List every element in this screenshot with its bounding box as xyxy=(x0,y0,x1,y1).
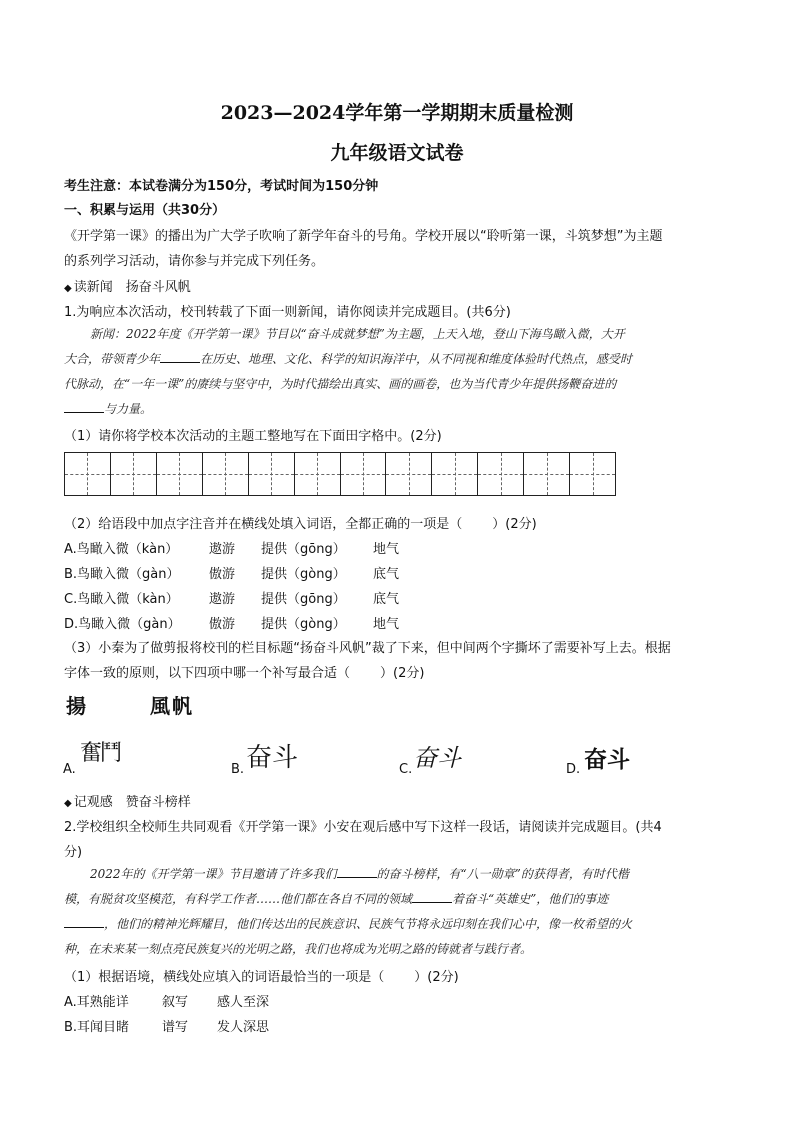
q2-text-1a: 2022年的《开学第一课》节目邀请了许多我们 xyxy=(90,867,337,881)
news-line-4-text: 与力量。 xyxy=(104,402,153,416)
option-b-part3: 提供（gòng） xyxy=(261,567,346,582)
news-line-4 xyxy=(64,397,732,422)
option-a-part2: 遨游 xyxy=(209,542,236,557)
option-a-part3: 提供（gōng） xyxy=(261,542,346,557)
grid-cell[interactable] xyxy=(570,453,615,495)
intro-line-1: 《开学第一课》的播出为广大学子吹响了新学年奋斗的号角。学校开展以“聆听第一课，斗筑梦想”为主题 xyxy=(64,229,663,244)
q2-option-a[interactable] xyxy=(64,991,269,1010)
option-b-part4: 底气 xyxy=(373,567,400,582)
answer-blank[interactable] xyxy=(64,400,104,413)
grid-cell[interactable] xyxy=(203,453,249,495)
choice-d-letter[interactable]: D. xyxy=(566,762,581,777)
exam-title: 2023—2024学年第一学期期末质量检测 xyxy=(220,102,574,124)
q1-sub3-text: 字体一致的原则，以下四项中哪一个补写最合适（ xyxy=(64,666,351,681)
grid-cell[interactable] xyxy=(65,453,111,495)
option-c[interactable] xyxy=(64,588,399,607)
q2-option-b-part1: B.耳闻目睹 xyxy=(64,1020,130,1035)
option-c-part1: C.鸟瞰入微（kàn） xyxy=(64,592,179,607)
q1-sub3-score: ）(2分) xyxy=(380,666,425,681)
q1-sub3-line1: （3）小秦为了做剪报将校刊的栏目标题“扬奋斗风帆”裁了下来，但中间两个字撕坏了需要补写上去。根据 xyxy=(64,641,671,656)
choice-a-glyph[interactable]: 奮鬥 xyxy=(80,741,121,766)
grid-cell[interactable] xyxy=(111,453,157,495)
grid-cell[interactable] xyxy=(432,453,478,495)
option-d-part1: D.鸟瞰入微（gàn） xyxy=(64,617,181,632)
q2-option-b-part3: 发人深思 xyxy=(217,1020,270,1035)
q2-option-b[interactable] xyxy=(64,1016,269,1035)
answer-blank[interactable] xyxy=(412,890,452,903)
news-line-2a: 大合，带领青少年 xyxy=(64,352,161,366)
option-b-part2: 傲游 xyxy=(209,567,236,582)
task2-label-text: 记观感 赞奋斗榜样 xyxy=(73,795,191,810)
news-line-2b: 在历史、地理、文化、科学的知识海洋中，从不同视和维度体验时代热点，感受时 xyxy=(200,352,633,366)
news-line-3: 代脉动，在“一年一课”的赓续与坚守中，为时代描绘出真实、画的画卷，也为当代青少年提供扬鞭奋进的 xyxy=(64,377,617,391)
q2-text-line3 xyxy=(64,912,732,937)
grid-cell[interactable] xyxy=(157,453,203,495)
q1-sub3-line2 xyxy=(64,662,424,681)
diamond-icon: ◆ xyxy=(64,283,72,294)
exam-subtitle: 九年级语文试卷 xyxy=(330,142,464,164)
option-c-part2: 遨游 xyxy=(209,592,236,607)
q2-stem-line2: 分) xyxy=(64,845,83,860)
q2-text-line1 xyxy=(64,862,732,887)
choice-b-glyph[interactable]: 奋斗 xyxy=(246,743,299,773)
news-line-1: 新闻：2022年度《开学第一课》节目以“奋斗成就梦想”为主题，上天入地，登山下海鸟瞰入微，大开 xyxy=(90,327,625,341)
q2-sub1-text: （1）根据语境，横线处应填入的词语最恰当的一项是（ xyxy=(64,970,385,985)
q2-sub1-score: ）(2分) xyxy=(414,970,459,985)
clip-right-chars: 風帆 xyxy=(150,694,194,718)
grid-cell[interactable] xyxy=(478,453,524,495)
intro-line-2: 的系列学习活动，请你参与并完成下列任务。 xyxy=(64,254,325,269)
q1-stem: 1.为响应本次活动，校刊转载了下面一则新闻，请你阅读并完成题目。(共6分) xyxy=(64,305,511,320)
choice-d-glyph[interactable]: 奋斗 xyxy=(584,746,630,773)
option-d-part2: 傲游 xyxy=(209,617,236,632)
option-a-part1: A.鸟瞰入微（kàn） xyxy=(64,542,179,557)
q2-option-a-part2: 叙写 xyxy=(162,995,189,1010)
q2-text-line2 xyxy=(64,887,732,912)
tianzige-grid[interactable] xyxy=(64,452,616,496)
option-b[interactable] xyxy=(64,563,399,582)
answer-blank[interactable] xyxy=(337,865,377,878)
grid-cell[interactable] xyxy=(386,453,432,495)
q2-text-1b: 的奋斗榜样，有“八一勋章”的获得者，有时代楷 xyxy=(376,867,629,881)
q1-sub2 xyxy=(64,513,537,532)
option-b-part1: B.鸟瞰入微（gàn） xyxy=(64,567,180,582)
q2-stem-line1: 2.学校组织全校师生共同观看《开学第一课》小安在观后感中写下这样一段话，请阅读并完成题目。(共4 xyxy=(64,820,662,835)
q1-sub2-text: （2）给语段中加点字注音并在横线处填入词语，全都正确的一项是（ xyxy=(64,517,463,532)
task1-label xyxy=(64,276,191,295)
grid-cell[interactable] xyxy=(295,453,341,495)
q2-sub1 xyxy=(64,966,459,985)
exam-notice: 考生注意：本试卷满分为150分，考试时间为150分钟 xyxy=(64,179,379,194)
section-heading: 一、积累与运用（共30分） xyxy=(64,203,226,218)
q2-text-3: ，他们的精神光辉耀目，他们传达出的民族意识、民族气节将永远印刻在我们心中，像一枚希望的火 xyxy=(104,917,633,931)
clip-left-char: 揚 xyxy=(66,694,86,718)
diamond-icon: ◆ xyxy=(64,798,72,809)
q2-option-b-part2: 谱写 xyxy=(162,1020,189,1035)
option-c-part3: 提供（gōng） xyxy=(261,592,346,607)
grid-cell[interactable] xyxy=(249,453,295,495)
grid-cell[interactable] xyxy=(341,453,387,495)
choice-c-letter[interactable]: C. xyxy=(399,762,413,777)
choice-c-glyph[interactable]: 奋斗 xyxy=(413,744,461,772)
choice-a-letter[interactable]: A. xyxy=(63,762,76,777)
option-d-part4: 地气 xyxy=(373,617,400,632)
option-a[interactable] xyxy=(64,538,399,557)
q1-sub2-score: ）(2分) xyxy=(492,517,537,532)
option-a-part4: 地气 xyxy=(373,542,400,557)
task2-label xyxy=(64,791,191,810)
q2-text-2a: 模，有脱贫攻坚模范，有科学工作者……他们都在各自不同的领域 xyxy=(64,892,413,906)
grid-cell[interactable] xyxy=(524,453,570,495)
news-line-2 xyxy=(64,347,732,372)
option-c-part4: 底气 xyxy=(373,592,400,607)
q2-text-2b: 着奋斗“英雄史”，他们的事迹 xyxy=(452,892,609,906)
q2-text-line4: 种，在未来某一刻点亮民族复兴的光明之路，我们也将成为光明之路的铸就者与践行者。 xyxy=(64,942,533,956)
answer-blank[interactable] xyxy=(160,350,200,363)
task1-label-text: 读新闻 扬奋斗风帆 xyxy=(73,280,191,295)
option-d-part3: 提供（gòng） xyxy=(261,617,346,632)
q2-option-a-part3: 感人至深 xyxy=(217,995,270,1010)
q1-sub1: （1）请你将学校本次活动的主题工整地写在下面田字格中。(2分) xyxy=(64,429,442,444)
q2-option-a-part1: A.耳熟能详 xyxy=(64,995,129,1010)
choice-b-letter[interactable]: B. xyxy=(231,762,245,777)
option-d[interactable] xyxy=(64,613,399,632)
answer-blank[interactable] xyxy=(64,915,104,928)
